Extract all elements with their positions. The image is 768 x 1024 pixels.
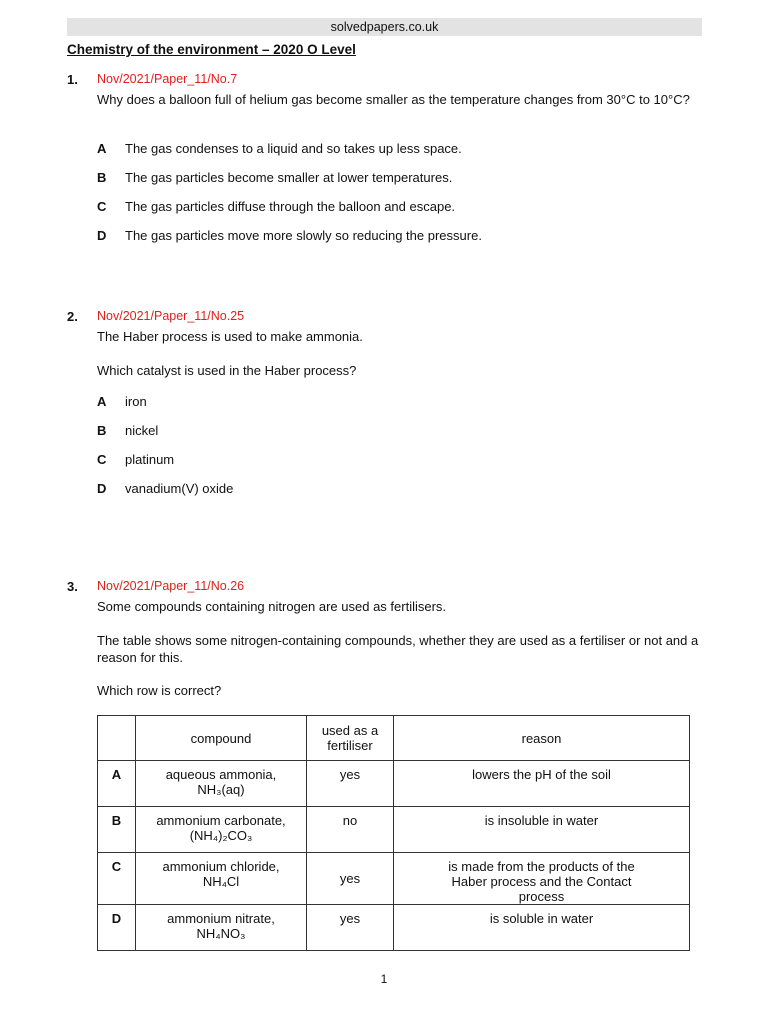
table-header-compound: compound <box>136 716 307 761</box>
question-reference: Nov/2021/Paper_11/No.25 <box>97 309 245 323</box>
row-used: yes <box>307 853 394 905</box>
option-a: A iron <box>97 394 147 409</box>
row-letter: B <box>98 807 136 853</box>
option-c: C platinum <box>97 452 175 467</box>
row-letter: A <box>98 761 136 807</box>
table-row <box>98 853 690 905</box>
table-header-reason: reason <box>394 716 690 761</box>
row-compound: ammonium carbonate, (NH₄)₂CO₃ <box>136 807 307 853</box>
site-header <box>67 18 702 36</box>
question-text: The Haber process is used to make ammonia. <box>97 329 363 344</box>
table-row <box>98 807 690 853</box>
question-text: Some compounds containing nitrogen are used as fertilisers. <box>97 599 447 614</box>
option-c: C The gas particles diffuse through the balloon and escape. <box>97 199 456 214</box>
row-compound: ammonium chloride, NH₄Cl <box>136 853 307 905</box>
question-reference: Nov/2021/Paper_11/No.26 <box>97 579 245 593</box>
question-number: 2. <box>67 309 78 324</box>
option-b: B The gas particles become smaller at lower temperatures. <box>97 170 453 185</box>
row-used: yes <box>307 761 394 807</box>
answer-table <box>97 715 690 951</box>
row-compound: ammonium nitrate, NH₄NO₃ <box>136 905 307 951</box>
table-header-row <box>98 716 690 761</box>
table-header-blank <box>98 716 136 761</box>
row-compound: aqueous ammonia, NH₃(aq) <box>136 761 307 807</box>
question-number: 1. <box>67 72 78 87</box>
option-b: B nickel <box>97 423 159 438</box>
document-title: Chemistry of the environment – 2020 O Level <box>67 42 356 57</box>
table-row <box>98 905 690 951</box>
row-used: yes <box>307 905 394 951</box>
row-used: no <box>307 807 394 853</box>
question-description: The table shows some nitrogen-containing compounds, whether they are used as a fertiliser or not and a reason for this. <box>97 633 699 665</box>
row-reason: lowers the pH of the soil <box>394 761 690 807</box>
row-letter: D <box>98 905 136 951</box>
row-letter: C <box>98 853 136 905</box>
site-name: solvedpapers.co.uk <box>330 20 439 34</box>
question-text: Why does a balloon full of helium gas become smaller as the temperature changes from 30°C to 10°C? <box>97 92 690 107</box>
question-number: 3. <box>67 579 78 594</box>
question-reference: Nov/2021/Paper_11/No.7 <box>97 72 238 86</box>
row-reason: is soluble in water <box>394 905 690 951</box>
question-prompt: Which catalyst is used in the Haber process? <box>97 363 357 378</box>
row-reason: is insoluble in water <box>394 807 690 853</box>
option-d: D vanadium(V) oxide <box>97 481 234 496</box>
row-reason: is made from the products of the Haber process and the Contact process <box>394 853 690 905</box>
table-row <box>98 761 690 807</box>
option-d: D The gas particles move more slowly so reducing the pressure. <box>97 228 482 243</box>
question-prompt: Which row is correct? <box>97 683 222 698</box>
table-header-used: used as a fertiliser <box>307 716 394 761</box>
page-number: 1 <box>380 972 388 986</box>
option-a: A The gas condenses to a liquid and so takes up less space. <box>97 141 462 156</box>
